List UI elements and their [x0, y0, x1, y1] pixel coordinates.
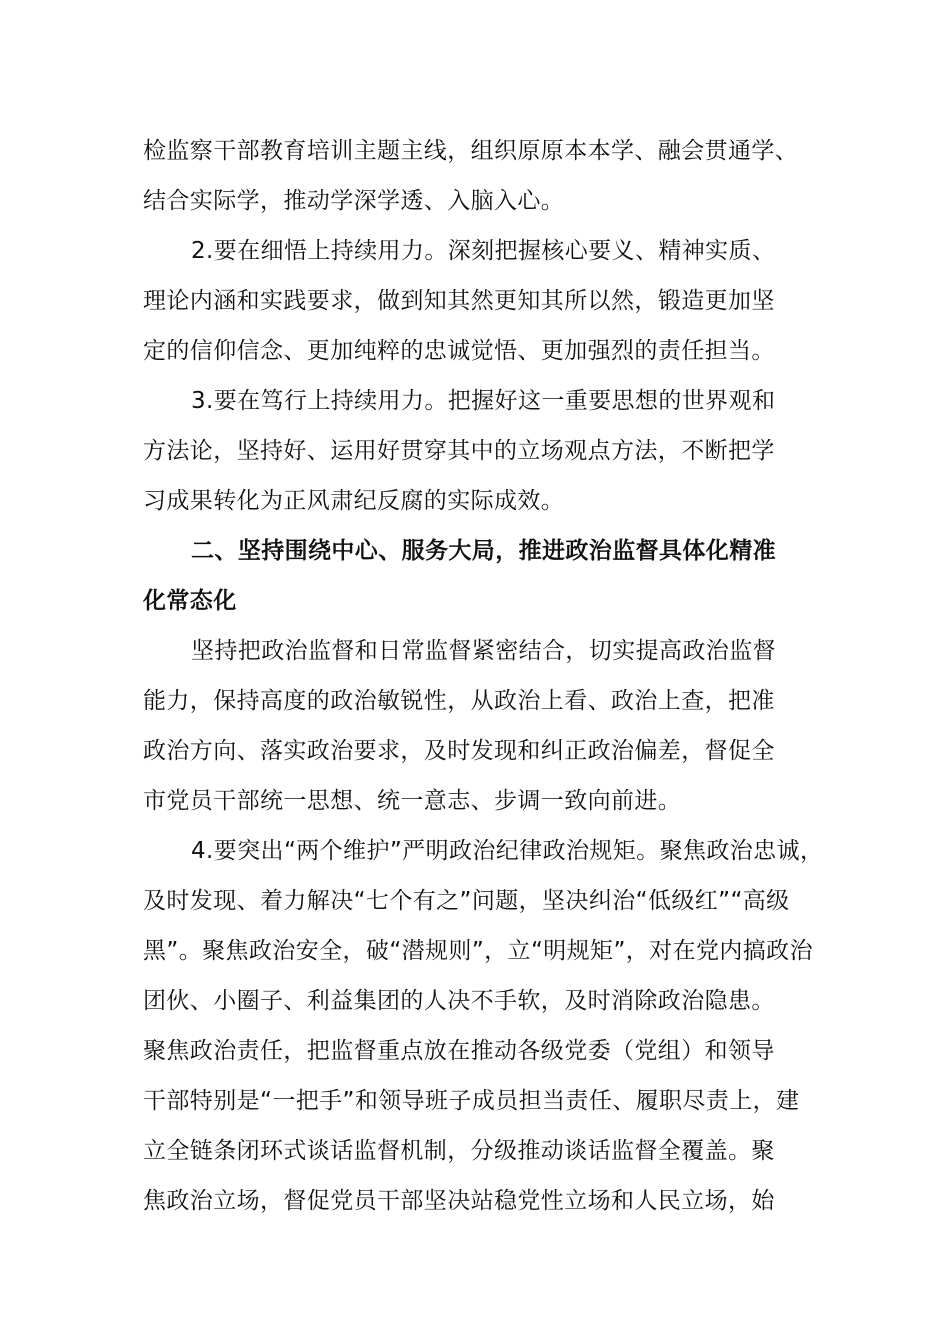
text-line: 立全链条闭环式谈话监督机制，分级推动谈话监督全覆盖。聚: [143, 1138, 775, 1164]
section-heading-line: 二、坚持围绕中心、服务大局，推进政治监督具体化精准: [191, 538, 776, 564]
text-line: 政治方向、落实政治要求，及时发现和纠正政治偏差，督促全: [143, 738, 775, 764]
text-line: 习成果转化为正风肃纪反腐的实际成效。: [143, 488, 565, 514]
text-line: 结合实际学，推动学深学透、入脑入心。: [143, 188, 565, 214]
paragraph-start-line: 4.要突出“两个维护”严明政治纪律政治规矩。聚焦政治忠诚，: [191, 838, 824, 864]
paragraph-start-line: 坚持把政治监督和日常监督紧密结合，切实提高政治监督: [191, 638, 776, 664]
text-line: 聚焦政治责任，把监督重点放在推动各级党委（党组）和领导: [143, 1038, 775, 1064]
document-body: [143, 126, 843, 1226]
text-line: 焦政治立场，督促党员干部坚决站稳党性立场和人民立场，始: [143, 1188, 775, 1214]
text-line: 能力，保持高度的政治敏锐性，从政治上看、政治上查，把准: [143, 688, 775, 714]
text-line: 团伙、小圈子、利益集团的人决不手软，及时消除政治隐患。: [143, 988, 775, 1014]
text-line: 干部特别是“一把手”和领导班子成员担当责任、履职尽责上，建: [143, 1088, 800, 1114]
text-line: 理论内涵和实践要求，做到知其然更知其所以然，锻造更加坚: [143, 288, 775, 314]
paragraph-start-line: 3.要在笃行上持续用力。把握好这一重要思想的世界观和: [191, 388, 776, 414]
paragraph-start-line: 2.要在细悟上持续用力。深刻把握核心要义、精神实质、: [191, 238, 776, 264]
text-line: 市党员干部统一思想、统一意志、步调一致向前进。: [143, 788, 682, 814]
text-line: 黑”。聚焦政治安全，破“潜规则”，立“明规矩”，对在党内搞政治: [143, 938, 813, 964]
text-line: 定的信仰信念、更加纯粹的忠诚觉悟、更加强烈的责任担当。: [143, 338, 775, 364]
text-line: 及时发现、着力解决“七个有之”问题，坚决纠治“低级红”“高级: [143, 888, 790, 914]
text-line: 方法论，坚持好、运用好贯穿其中的立场观点方法，不断把学: [143, 438, 775, 464]
section-heading-line: 化常态化: [143, 588, 237, 614]
text-line: 检监察干部教育培训主题主线，组织原原本本学、融会贯通学、: [143, 138, 799, 164]
